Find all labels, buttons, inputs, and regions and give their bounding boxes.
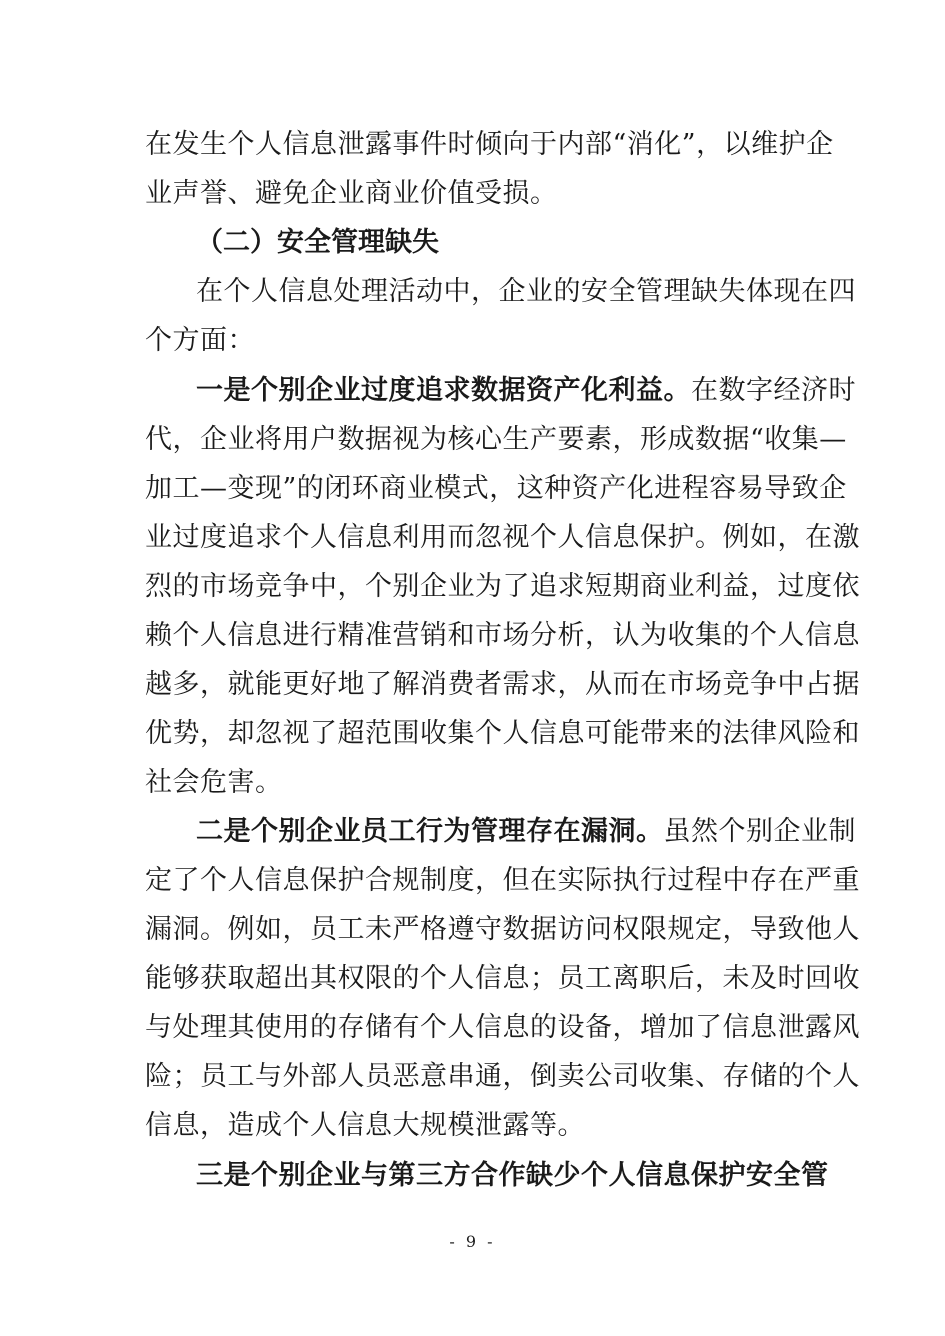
point-1-rest: 在数字经济时 bbox=[691, 375, 856, 406]
paragraph-line: 能够获取超出其权限的个人信息；员工离职后，未及时回收 bbox=[145, 963, 860, 994]
point-1-first-line bbox=[196, 371, 856, 411]
paragraph-line: 越多，就能更好地了解消费者需求，从而在市场竞争中占据 bbox=[145, 669, 860, 700]
paragraph-line: 漏洞。例如，员工未严格遵守数据访问权限规定，导致他人 bbox=[145, 914, 860, 945]
paragraph-line: 代，企业将用户数据视为核心生产要素，形成数据“收集— bbox=[145, 424, 847, 455]
paragraph-line: 烈的市场竞争中，个别企业为了追求短期商业利益，过度依 bbox=[145, 571, 860, 602]
paragraph-line: 与处理其使用的存储有个人信息的设备，增加了信息泄露风 bbox=[145, 1012, 860, 1043]
section-heading: （二）安全管理缺失 bbox=[196, 227, 439, 258]
point-2-rest: 虽然个别企业制 bbox=[663, 816, 856, 847]
point-2-lead: 二是个别企业员工行为管理存在漏洞。 bbox=[196, 816, 664, 847]
point-2-first-line bbox=[196, 812, 856, 852]
page-number: - 9 - bbox=[449, 1232, 496, 1251]
paragraph-line: 加工—变现”的闭环商业模式，这种资产化进程容易导致企 bbox=[145, 473, 847, 504]
paragraph-line: 信息，造成个人信息大规模泄露等。 bbox=[145, 1110, 585, 1141]
paragraph-line: 定了个人信息保护合规制度，但在实际执行过程中存在严重 bbox=[145, 865, 860, 896]
paragraph-line: 险；员工与外部人员恶意串通，倒卖公司收集、存储的个人 bbox=[145, 1061, 860, 1092]
paragraph-line: 在个人信息处理活动中，企业的安全管理缺失体现在四 bbox=[196, 276, 856, 307]
paragraph-line: 个方面： bbox=[145, 325, 255, 356]
paragraph-line: 业过度追求个人信息利用而忽视个人信息保护。例如，在激 bbox=[145, 522, 860, 553]
paragraph-line: 社会危害。 bbox=[145, 767, 283, 798]
paragraph-line: 业声誉、避免企业商业价值受损。 bbox=[145, 178, 558, 209]
paragraph-line: 优势，却忽视了超范围收集个人信息可能带来的法律风险和 bbox=[145, 718, 860, 749]
point-1-lead: 一是个别企业过度追求数据资产化利益。 bbox=[196, 375, 691, 406]
point-3-first-line: 三是个别企业与第三方合作缺少个人信息保护安全管 bbox=[196, 1160, 829, 1191]
paragraph-line: 赖个人信息进行精准营销和市场分析，认为收集的个人信息 bbox=[145, 620, 860, 651]
paragraph-line: 在发生个人信息泄露事件时倾向于内部“消化”，以维护企 bbox=[145, 129, 834, 160]
